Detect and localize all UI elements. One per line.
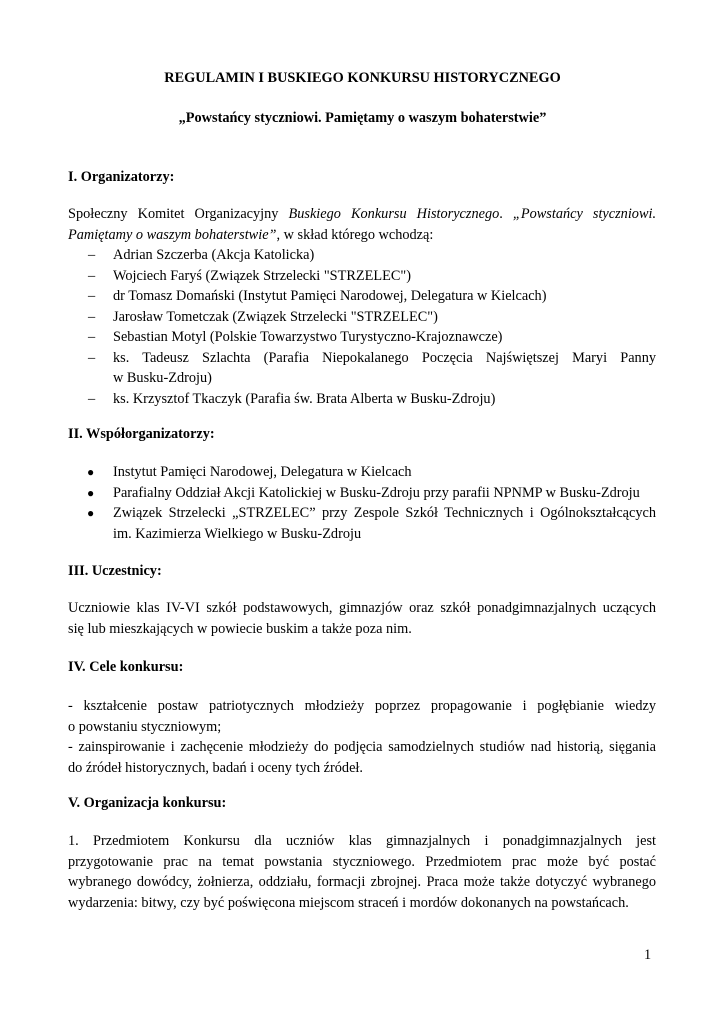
list-item: – ks. Krzysztof Tkaczyk (Parafia św. Brata Alberta w Busku-Zdroju) (88, 390, 496, 407)
coorganizers-list (68, 462, 656, 544)
section-heading-coorganizers: II. Współorganizatorzy: (68, 426, 215, 442)
list-item: ● Instytut Pamięci Narodowej, Delegatura w Kielcach (87, 464, 412, 480)
list-item: – Jarosław Tometczak (Związek Strzelecki "STRZELEC") (88, 308, 438, 325)
organization-text: 1. Przedmiotem Konkursu dla uczniów klas gimnazjalnych i ponadgimnazjalnych jest przygotowanie prac na temat powstania styczniowego. Przedmiotem prac może być postać wybranego dowódcy, żołnierza, oddziału, formacji zbrojnej. Praca może także dotyczyć wybranego wydarzenia: bitwy, czy być poświęcona miejscom straceń i mordów dokonanych na powstańcach. (68, 833, 656, 911)
section-heading-organizers: I. Organizatorzy: (68, 169, 175, 185)
list-item: – Sebastian Motyl (Polskie Towarzystwo Turystyczno-Krajoznawcze) (88, 329, 503, 345)
organizers-intro-line-2: Pamiętamy o waszym bohaterstwie”, w skład którego wchodzą: (68, 226, 434, 243)
organizers-intro-line-1: Społeczny Komitet Organizacyjny Buskiego Konkursu Historycznego. „Powstańcy styczniowi. (68, 206, 657, 222)
list-item: – dr Tomasz Domański (Instytut Pamięci Narodowej, Delegatura w Kielcach) (88, 288, 547, 304)
document-title: REGULAMIN I BUSKIEGO KONKURSU HISTORYCZNEGO (164, 70, 561, 86)
organizers-list (68, 245, 656, 409)
document-subtitle: „Powstańcy styczniowi. Pamiętamy o waszym bohaterstwie” (178, 110, 547, 126)
list-item: – Wojciech Faryś (Związek Strzelecki "STRZELEC") (88, 267, 411, 284)
organizers-intro (68, 204, 656, 245)
list-item: – Adrian Szczerba (Akcja Katolicka) (88, 247, 315, 263)
list-item: ● Związek Strzelecki „STRZELEC” przy Zespole Szkół Technicznych i Ogólnokształcących im. Kazimierza Wielkiego w Busku-Zdroju (87, 505, 656, 542)
participants-text: Uczniowie klas IV-VI szkół podstawowych, gimnazjów oraz szkół ponadgimnazjalnych uczących się lub mieszkających w powiecie buskim a także poza nim. (68, 600, 656, 637)
goals-text: - kształcenie postaw patriotycznych młodzieży poprzez propagowanie i pogłębianie wiedzy o powstaniu styczniowym; - zainspirowanie i zachęcenie młodzieży do podjęcia samodzielnych studiów nad historią, sięgania do źródeł historycznych, badań i oceny tych źródeł. (68, 698, 656, 776)
list-item: – ks. Tadeusz Szlachta (Parafia Niepokalanego Poczęcia Najświętszej Maryi Panny w Busku-Zdroju) (88, 349, 656, 386)
section-heading-participants: III. Uczestnicy: (68, 563, 162, 579)
section-heading-organization: V. Organizacja konkursu: (68, 795, 227, 811)
section-heading-goals: IV. Cele konkursu: (68, 659, 184, 675)
page-number: 1 (644, 947, 652, 963)
list-item: ● Parafialny Oddział Akcji Katolickiej w Busku-Zdroju przy parafii NPNMP w Busku-Zdroju (87, 484, 640, 501)
